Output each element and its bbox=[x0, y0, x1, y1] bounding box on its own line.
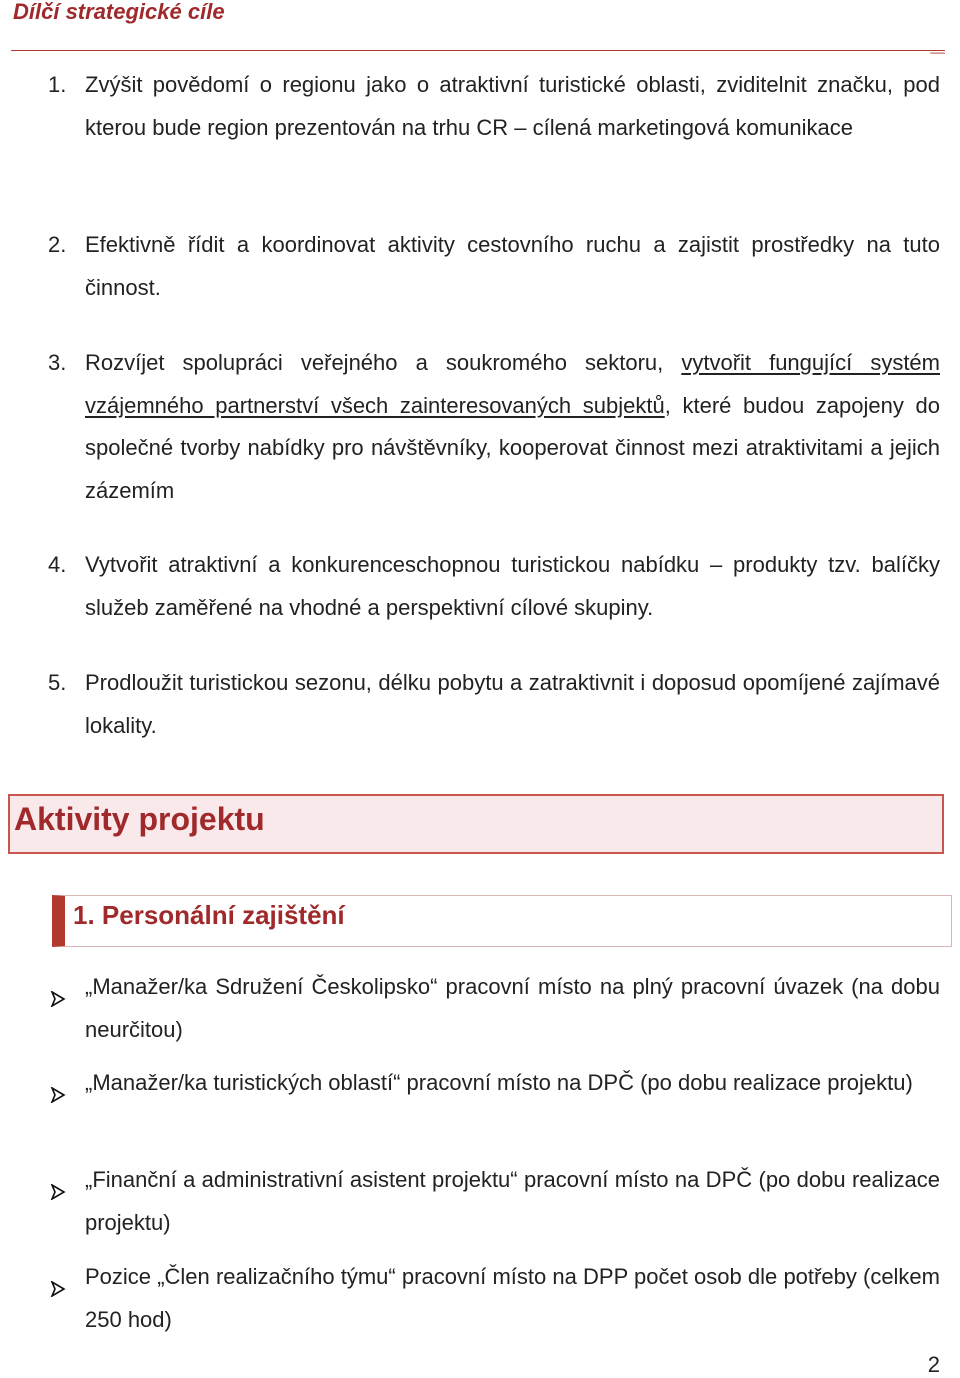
page-number: 2 bbox=[927, 1352, 940, 1377]
arrow-bullet-icon bbox=[50, 979, 66, 1022]
goal-item-5 bbox=[48, 662, 940, 747]
goal-number: 1. bbox=[48, 72, 67, 97]
subsection-heading-box bbox=[52, 895, 952, 947]
position-text: Pozice „Člen realizačního týmu“ pracovní místo na DPP počet osob dle potřeby (celkem 250 hod) bbox=[85, 1264, 940, 1332]
goal-text: Efektivně řídit a koordinovat aktivity cestovního ruchu a zajistit prostředky na tuto činnost. bbox=[85, 232, 940, 300]
section-heading-box bbox=[8, 794, 944, 854]
position-text: „Manažer/ka turistických oblastí“ pracovní místo na DPČ (po dobu realizace projektu) bbox=[85, 1070, 913, 1095]
goal-number: 2. bbox=[48, 232, 67, 257]
goal-text: Zvýšit povědomí o regionu jako o atraktivní turistické oblasti, zviditelnit značku, pod kterou bude region prezentován na trhu CR – cílená marketingová komunikace bbox=[85, 72, 940, 140]
goal-text-underlined: vytvořit fungující systém vzájemného partnerství všech zainteresovaných subjektů bbox=[85, 350, 940, 418]
page-header bbox=[11, 0, 945, 54]
arrow-bullet-icon bbox=[50, 1269, 66, 1312]
position-text: „Manažer/ka Sdružení Českolipsko“ pracovní místo na plný pracovní úvazek (na dobu neurčitou) bbox=[85, 974, 940, 1042]
goal-item-1 bbox=[48, 64, 940, 149]
goal-text-part: Rozvíjet spolupráci veřejného a soukromého sektoru, bbox=[85, 350, 682, 375]
position-item-3 bbox=[50, 1159, 940, 1244]
goal-item-2 bbox=[48, 224, 940, 309]
arrow-bullet-icon bbox=[50, 1075, 66, 1118]
header-rule-tail: __ bbox=[930, 39, 945, 54]
goal-text-part: , které budou zapojeny do společné tvorby nabídky pro návštěvníky, kooperovat činnost mezi atraktivitami a jejich zázemím bbox=[85, 392, 940, 503]
arrow-bullet-icon bbox=[50, 1172, 66, 1215]
goal-item-4 bbox=[48, 544, 940, 629]
position-item-2 bbox=[50, 1062, 940, 1105]
goal-text bbox=[85, 342, 940, 512]
position-item-1 bbox=[50, 966, 940, 1051]
goal-text: Prodloužit turistickou sezonu, délku pobytu a zatraktivnit i doposud opomíjené zajímavé lokality. bbox=[85, 670, 940, 738]
goal-number: 3. bbox=[48, 350, 67, 375]
goal-item-3 bbox=[48, 342, 940, 512]
goal-text: Vytvořit atraktivní a konkurenceschopnou turistickou nabídku – produkty tzv. balíčky služeb zaměřené na vhodné a perspektivní cílové skupiny. bbox=[85, 552, 940, 620]
section-title: Aktivity projektu bbox=[14, 801, 265, 837]
goal-number: 5. bbox=[48, 670, 67, 695]
subsection-title: 1. Personální zajištění bbox=[73, 900, 345, 930]
goal-number: 4. bbox=[48, 552, 67, 577]
position-item-4 bbox=[50, 1256, 940, 1341]
page-header-title: Dílčí strategické cíle bbox=[13, 0, 225, 24]
position-text: „Finanční a administrativní asistent projektu“ pracovní místo na DPČ (po dobu realizace projektu) bbox=[85, 1167, 940, 1235]
